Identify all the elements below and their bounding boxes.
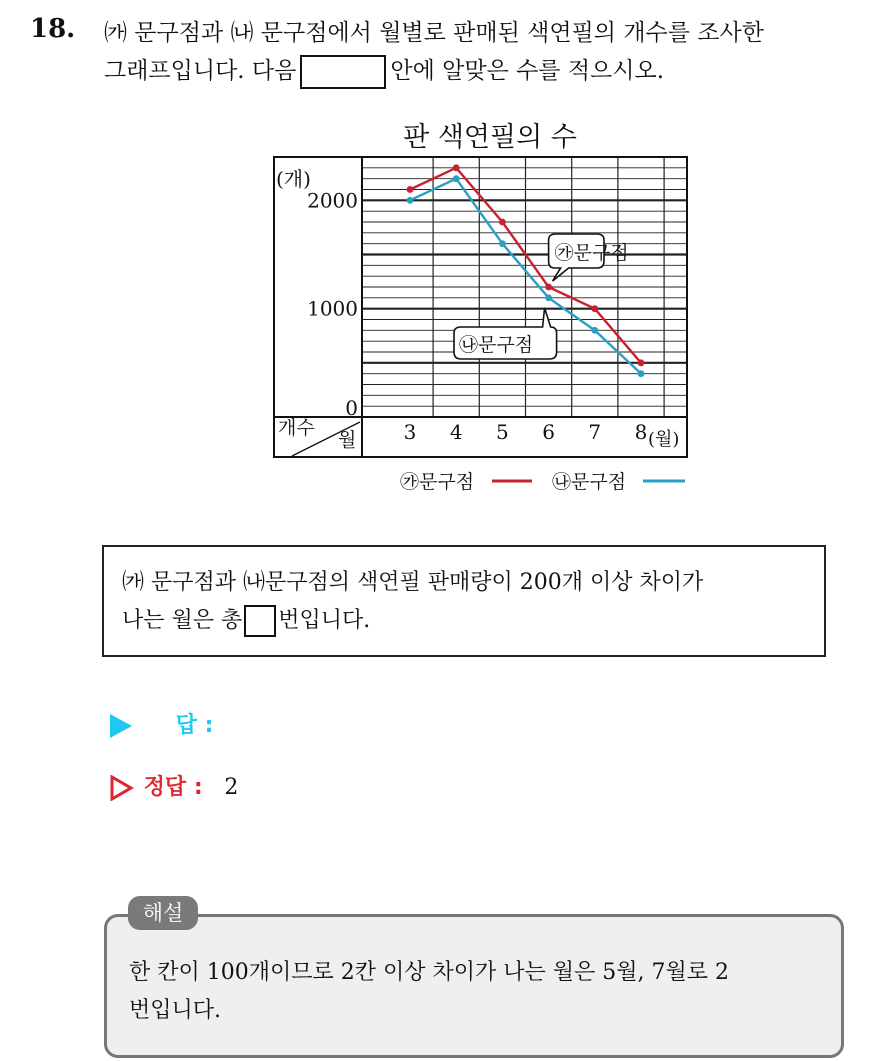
answer-arrow-icon [110,714,132,738]
x-unit-label: (월) [648,429,680,450]
y-unit-label: (개) [276,167,311,191]
data-point [638,359,645,366]
correct-answer-row [110,770,238,801]
answer-blank-box[interactable] [300,55,386,89]
x-tick-label: 7 [588,420,602,444]
explanation-line-2: 번입니다. [129,998,222,1023]
correct-answer-value: 2 [224,775,239,800]
chart-legend [400,471,685,493]
correct-answer-label: 정답 : [143,775,203,800]
data-point [499,240,506,247]
question-line-1: ㈎ 문구점과 ㈏ 문구점에서 월별로 판매된 색연필의 개수를 조사한 [104,20,764,46]
line-chart [250,112,710,502]
explanation-line-1: 한 칸이 100개이므로 2칸 이상 차이가 나는 월은 5월, 7월로 2 [129,960,729,985]
callout-label-na: ㉯문구점 [459,334,534,356]
answer-label: 답 : [175,713,214,738]
condition-blank-box[interactable] [244,605,276,637]
data-point [591,305,598,312]
explanation-box [104,914,844,1058]
correct-arrow-icon [110,775,134,801]
data-point [591,327,598,334]
legend-label-na: ㉯문구점 [552,471,627,493]
answer-row [110,708,213,739]
y-tick-label: 1000 [307,296,358,321]
chart-title: 판 색연필의 수 [403,122,577,153]
condition-line-2-start: 나는 월은 총 [122,608,243,633]
data-point [407,186,414,193]
data-point [499,219,506,226]
condition-box [102,545,826,657]
corner-label-count: 개수 [278,417,315,439]
condition-line-2 [122,603,370,637]
y-tick-label: 2000 [307,188,358,213]
x-tick-label: 4 [449,420,463,444]
data-point [638,370,645,377]
explanation-tag: 해설 [128,896,198,930]
legend-label-ga: ㉮문구점 [400,471,475,493]
condition-line-2-end: 번입니다. [278,608,371,633]
data-point [453,175,460,182]
question-number: 18. [30,14,76,44]
y-tick-label: 0 [345,396,358,420]
data-point [545,284,552,291]
y-axis-ticks [307,188,358,420]
data-point [407,197,414,204]
question-line-2-end: 안에 알맞은 수를 적으시오. [390,58,665,84]
corner-label-month: 월 [338,429,357,451]
callouts [454,234,629,359]
data-point [453,164,460,171]
data-point [545,294,552,301]
x-tick-label: 5 [496,420,509,444]
question-line-2 [104,52,664,89]
x-axis-ticks [404,420,648,444]
callout-label-ga: ㉮문구점 [554,242,629,264]
x-tick-label: 8 [634,420,648,444]
condition-line-1: ㈎ 문구점과 ㈏문구점의 색연필 판매량이 200개 이상 차이가 [122,570,704,595]
question-line-2-start: 그래프입니다. 다음 [104,58,297,84]
x-tick-label: 3 [403,420,417,444]
x-tick-label: 6 [542,420,555,444]
